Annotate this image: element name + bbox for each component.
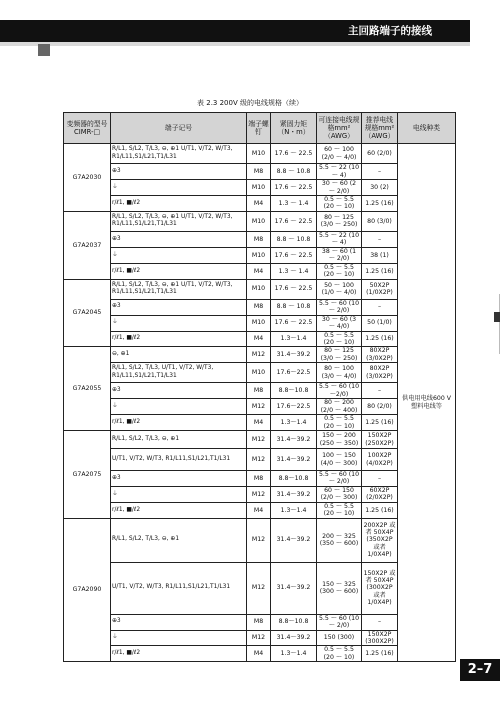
- col-model: 变频器的型号CIMR-□: [64, 113, 111, 144]
- model-cell: G7A2030: [64, 144, 111, 212]
- screw-cell: M8: [247, 471, 271, 487]
- screw-cell: M10: [247, 144, 271, 164]
- torque-cell: 17.6～22.5: [271, 363, 317, 383]
- torque-cell: 17.6 ～ 22.5: [271, 211, 317, 231]
- rec-cell: 200X2P 或者 50X4P (350X2P 或者 1/0X4P): [362, 518, 398, 562]
- table-row: [64, 315, 456, 331]
- rec-cell: 1.25 (16): [362, 263, 398, 279]
- terminal-cell: U/T1, V/T2, W/T3, R1/L11,S1/L21,T1/L31: [111, 449, 247, 471]
- table-row: [64, 279, 456, 299]
- header-title: 主回路端子的接线: [348, 25, 432, 37]
- rec-cell: 80X2P (3/0X2P): [362, 347, 398, 363]
- table-row: [64, 630, 456, 646]
- rec-cell: –: [362, 614, 398, 630]
- screw-cell: M12: [247, 630, 271, 646]
- terminal-cell: ⊕3: [111, 614, 247, 630]
- rec-cell: 1.25 (16): [362, 502, 398, 518]
- torque-cell: 1.3～1.4: [271, 331, 317, 347]
- table-row: [64, 299, 456, 315]
- terminal-cell: r/ℓ1, ■/ℓ2: [111, 196, 247, 212]
- torque-cell: 1.3 ～ 1.4: [271, 196, 317, 212]
- table-row: [64, 164, 456, 180]
- terminal-cell: R/L1, S/L2, T/L3, ⊖, ⊕1 U/T1, V/T2, W/T3, R1/L11,S1/L21,T1/L31: [111, 279, 247, 299]
- torque-cell: 31.4～39.2: [271, 630, 317, 646]
- terminal-cell: ⏚: [111, 486, 247, 502]
- screw-cell: M10: [247, 315, 271, 331]
- wire-cell: 30 ～ 60 (3 ～ 4/0): [317, 315, 362, 331]
- rec-cell: –: [362, 231, 398, 247]
- wire-cell: 150 ～ 325 (300 ～ 600): [317, 562, 362, 614]
- table-row: [64, 449, 456, 471]
- screw-cell: M10: [247, 211, 271, 231]
- screw-cell: M12: [247, 562, 271, 614]
- terminal-cell: ⏚: [111, 315, 247, 331]
- wire-cell: 5.5 ～ 60 (10 ～ 2/0): [317, 299, 362, 315]
- terminal-cell: R/L1, S/L2, T/L3, ⊖, ⊕1: [111, 518, 247, 562]
- torque-cell: 31.4～39.2: [271, 518, 317, 562]
- screw-cell: M12: [247, 347, 271, 363]
- table-row: [64, 399, 456, 415]
- torque-cell: 8.8 ～ 10.8: [271, 164, 317, 180]
- rec-cell: 150X2P 或者 50X4P (300X2P 或者 1/0X4P): [362, 562, 398, 614]
- model-cell: G7A2045: [64, 279, 111, 347]
- terminal-cell: R/L1, S/L2, T/L3, U/T1, V/T2, W/T3, R1/L11,S1/L21,T1/L31: [111, 363, 247, 383]
- rec-cell: 60X2P (2/0X2P): [362, 486, 398, 502]
- terminal-cell: ⏚: [111, 180, 247, 196]
- terminal-cell: ⊕3: [111, 164, 247, 180]
- model-cell: G7A2090: [64, 518, 111, 661]
- screw-cell: M8: [247, 299, 271, 315]
- terminal-cell: r/ℓ1, ■/ℓ2: [111, 263, 247, 279]
- wire-cell: 38 ～ 60 (1 ～ 2/0): [317, 247, 362, 263]
- rec-cell: 80 (2/0): [362, 399, 398, 415]
- rec-cell: 150X2P (300X2P): [362, 630, 398, 646]
- wire-cell: 5.5 ～ 60 (10 ～ 2/0): [317, 614, 362, 630]
- torque-cell: 8.8 ～ 10.8: [271, 231, 317, 247]
- screw-cell: M10: [247, 247, 271, 263]
- torque-cell: 31.4～39.2: [271, 347, 317, 363]
- wire-cell: 5.5 ～ 22 (10 ～ 4): [317, 231, 362, 247]
- wire-cell: 5.5 ～ 22 (10 ～ 4): [317, 164, 362, 180]
- col-rec: 推荐电线规格mm²（AWG）: [362, 113, 398, 144]
- page-number: 2–7: [460, 659, 500, 681]
- col-torque: 紧固力矩（N・m）: [271, 113, 317, 144]
- terminal-cell: ⊖, ⊕1: [111, 347, 247, 363]
- rec-cell: 1.25 (16): [362, 331, 398, 347]
- torque-cell: 17.6 ～ 22.5: [271, 180, 317, 196]
- terminal-cell: r/ℓ1, ■/ℓ2: [111, 646, 247, 662]
- torque-cell: 1.3 ～ 1.4: [271, 263, 317, 279]
- screw-cell: M4: [247, 646, 271, 662]
- table-row: [64, 363, 456, 383]
- terminal-cell: ⊕3: [111, 471, 247, 487]
- table-row: [64, 211, 456, 231]
- screw-cell: M10: [247, 180, 271, 196]
- table-row: [64, 347, 456, 363]
- terminal-cell: ⏚: [111, 630, 247, 646]
- table-header-row: [64, 113, 456, 144]
- terminal-cell: ⊕3: [111, 299, 247, 315]
- screw-cell: M4: [247, 196, 271, 212]
- terminal-cell: ⏚: [111, 247, 247, 263]
- rec-cell: 1.25 (16): [362, 196, 398, 212]
- wire-cell: 0.5 ～ 5.5 (20 ～ 10): [317, 196, 362, 212]
- torque-cell: 17.6～22.5: [271, 399, 317, 415]
- wire-cell: 60 ～ 100 (2/0 ～ 4/0): [317, 144, 362, 164]
- screw-cell: M8: [247, 383, 271, 399]
- table-body: [64, 144, 456, 662]
- table-row: [64, 180, 456, 196]
- screw-cell: M10: [247, 363, 271, 383]
- side-tab-mark: [494, 312, 500, 322]
- terminal-cell: r/ℓ1, ■/ℓ2: [111, 502, 247, 518]
- torque-cell: 31.4～39.2: [271, 449, 317, 471]
- rec-cell: 1.25 (16): [362, 415, 398, 431]
- rec-cell: –: [362, 471, 398, 487]
- table-row: [64, 144, 456, 164]
- table-row: [64, 415, 456, 431]
- table-row: [64, 502, 456, 518]
- rec-cell: 30 (2): [362, 180, 398, 196]
- terminal-cell: R/L1, S/L2, T/L3, ⊖, ⊕1: [111, 431, 247, 449]
- wire-cell: 80 ～ 125 (3/0 ～ 250): [317, 347, 362, 363]
- wire-cell: 30 ～ 60 (2 ～ 2/0): [317, 180, 362, 196]
- wire-cell: 5.5 ～ 60 (10 ～ 2/0): [317, 471, 362, 487]
- table-row: [64, 331, 456, 347]
- screw-cell: M10: [247, 279, 271, 299]
- wire-cell: 150 ～ 200 (250 ～ 350): [317, 431, 362, 449]
- table-row: [64, 247, 456, 263]
- wire-cell: 0.5 ～ 5.5 (20 ～ 10): [317, 646, 362, 662]
- terminal-cell: ⏚: [111, 399, 247, 415]
- wire-type-cell: 供电用电线600 V塑料电线等: [398, 144, 456, 662]
- rec-cell: 1.25 (16): [362, 646, 398, 662]
- col-screw: 端子螺钉: [247, 113, 271, 144]
- table-row: [64, 383, 456, 399]
- terminal-cell: R/L1, S/L2, T/L3, ⊖, ⊕1 U/T1, V/T2, W/T3, R1/L11,S1/L21,T1/L31: [111, 144, 247, 164]
- screw-cell: M4: [247, 415, 271, 431]
- wire-spec-table: [63, 112, 456, 662]
- rec-cell: 60 (2/0): [362, 144, 398, 164]
- wire-cell: 50 ～ 100 (1/0 ～ 4/0): [317, 279, 362, 299]
- wire-cell: 60 ～ 150 (2/0 ～ 300): [317, 486, 362, 502]
- terminal-cell: U/T1, V/T2, W/T3, R1/L11,S1/L21,T1/L31: [111, 562, 247, 614]
- rec-cell: 150X2P (250X2P): [362, 431, 398, 449]
- model-cell: G7A2075: [64, 431, 111, 519]
- screw-cell: M12: [247, 399, 271, 415]
- rec-cell: 50X2P (1/0X2P): [362, 279, 398, 299]
- torque-cell: 1.3～1.4: [271, 502, 317, 518]
- torque-cell: 17.6 ～ 22.5: [271, 144, 317, 164]
- corner-square-mark: [38, 44, 50, 56]
- table-row: [64, 486, 456, 502]
- wire-cell: 0.5 ～ 5.5 (20 ～ 10): [317, 263, 362, 279]
- wire-cell: 5.5 ～ 60 (10～2/0): [317, 383, 362, 399]
- torque-cell: 8.8～10.8: [271, 614, 317, 630]
- screw-cell: M4: [247, 331, 271, 347]
- wire-cell: 150 (300): [317, 630, 362, 646]
- torque-cell: 8.8～10.8: [271, 471, 317, 487]
- screw-cell: M8: [247, 231, 271, 247]
- col-type: 电线种类: [398, 113, 456, 144]
- terminal-cell: ⊕3: [111, 231, 247, 247]
- torque-cell: 1.3～1.4: [271, 415, 317, 431]
- torque-cell: 8.8 ～ 10.8: [271, 299, 317, 315]
- wire-cell: 0.5 ～ 5.5 (20 ～ 10): [317, 415, 362, 431]
- screw-cell: M12: [247, 449, 271, 471]
- header-strip: [0, 42, 470, 46]
- rec-cell: –: [362, 383, 398, 399]
- table-title: 表 2.3 200V 级的电线规格（续）: [197, 99, 303, 107]
- table-row: [64, 196, 456, 212]
- header-bar: [0, 20, 470, 42]
- wire-cell: 0.5 ～ 5.5 (20 ～ 10): [317, 502, 362, 518]
- model-cell: G7A2037: [64, 211, 111, 279]
- table-row: [64, 614, 456, 630]
- torque-cell: 17.6 ～ 22.5: [271, 315, 317, 331]
- table-row: [64, 562, 456, 614]
- rec-cell: –: [362, 299, 398, 315]
- terminal-cell: r/ℓ1, ■/ℓ2: [111, 415, 247, 431]
- terminal-cell: ⊕3: [111, 383, 247, 399]
- wire-cell: 0.5 ～ 5.5 (20 ～ 10): [317, 331, 362, 347]
- col-terminal: 端子记号: [111, 113, 247, 144]
- rec-cell: 50 (1/0): [362, 315, 398, 331]
- rec-cell: 38 (1): [362, 247, 398, 263]
- table-row: [64, 263, 456, 279]
- screw-cell: M12: [247, 431, 271, 449]
- wire-cell: 80 ～ 200 (2/0 ～ 400): [317, 399, 362, 415]
- terminal-cell: R/L1, S/L2, T/L3, ⊖, ⊕1 U/T1, V/T2, W/T3, R1/L11,S1/L21,T1/L31: [111, 211, 247, 231]
- wire-cell: 200 ～ 325 (350 ～ 600): [317, 518, 362, 562]
- wire-cell: 80 ～ 125 (3/0 ～ 250): [317, 211, 362, 231]
- screw-cell: M8: [247, 614, 271, 630]
- table-row: [64, 471, 456, 487]
- rec-cell: –: [362, 164, 398, 180]
- torque-cell: 17.6 ～ 22.5: [271, 279, 317, 299]
- wire-cell: 80 ～ 100 (3/0 ～ 4/0): [317, 363, 362, 383]
- screw-cell: M12: [247, 518, 271, 562]
- wire-cell: 100 ～ 150 (4/0 ～ 300): [317, 449, 362, 471]
- table-row: [64, 231, 456, 247]
- rec-cell: 80X2P (3/0X2P): [362, 363, 398, 383]
- model-cell: G7A2055: [64, 347, 111, 431]
- screw-cell: M8: [247, 164, 271, 180]
- torque-cell: 8.8～10.8: [271, 383, 317, 399]
- terminal-cell: r/ℓ1, ■/ℓ2: [111, 331, 247, 347]
- screw-cell: M4: [247, 263, 271, 279]
- screw-cell: M12: [247, 486, 271, 502]
- rec-cell: 100X2P (4/0X2P): [362, 449, 398, 471]
- torque-cell: 1.3～1.4: [271, 646, 317, 662]
- table-row: [64, 431, 456, 449]
- col-wire: 可连接电线规格mm²（AWG）: [317, 113, 362, 144]
- torque-cell: 31.4～39.2: [271, 486, 317, 502]
- screw-cell: M4: [247, 502, 271, 518]
- rec-cell: 80 (3/0): [362, 211, 398, 231]
- table-row: [64, 646, 456, 662]
- torque-cell: 17.6 ～ 22.5: [271, 247, 317, 263]
- torque-cell: 31.4～39.2: [271, 562, 317, 614]
- torque-cell: 31.4～39.2: [271, 431, 317, 449]
- table-row: [64, 518, 456, 562]
